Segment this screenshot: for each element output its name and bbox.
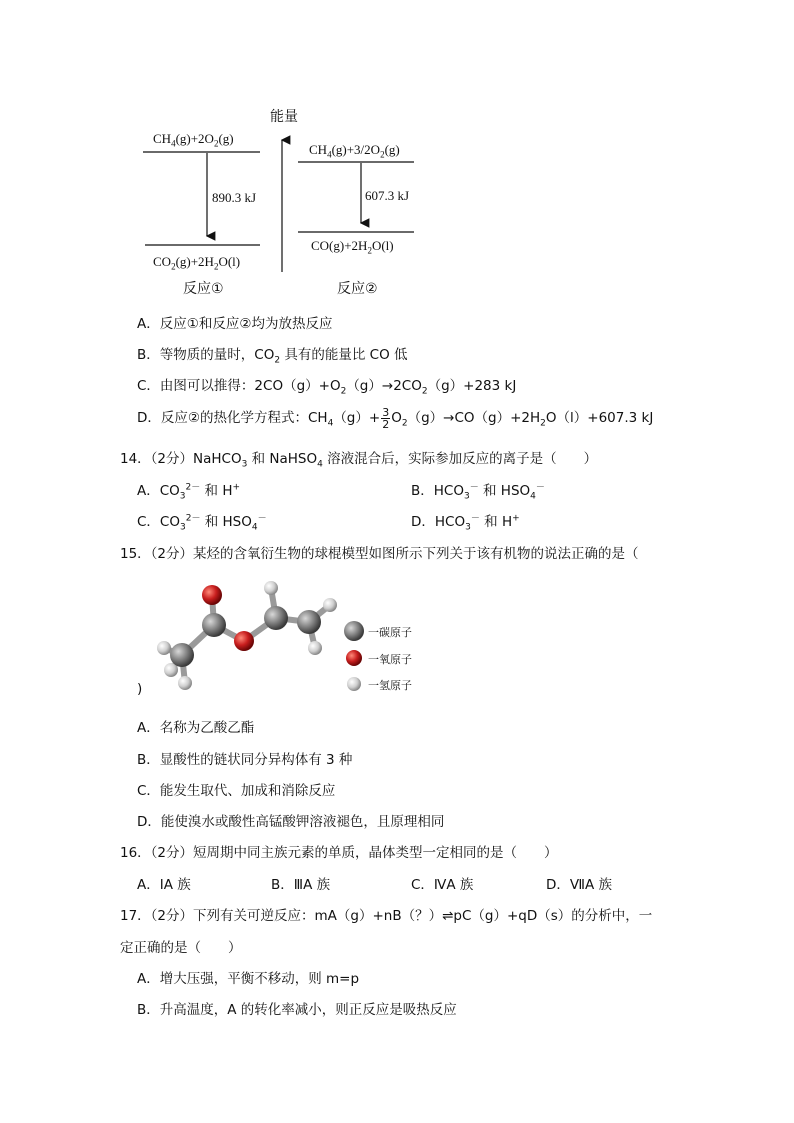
q17-stem-line1: 17．（2分）下列有关可逆反应：mA（g）+nB（？）⇌pC（g）+qD（s）的分析中，一 — [120, 908, 653, 924]
r1-name: 反应① — [183, 281, 224, 297]
q14-option-c: C．$CO_3^{2-}$ 和 $HSO_4^-$ — [137, 513, 267, 533]
q15-close-paren: ) — [137, 681, 143, 697]
q14-option-d: D．$HCO_3^-$ 和 H+ — [411, 513, 520, 533]
fraction-3-2: $\frac{3}{2}$ — [382, 405, 390, 431]
oxygen-atom — [202, 585, 222, 605]
legend-carbon-label: 一碳原子 — [368, 626, 412, 639]
oxygen-atom — [234, 631, 254, 651]
q15-stem: 15．（2分）某烃的含氧衍生物的球棍模型如图所示下列关于该有机物的说法正确的是（ — [120, 546, 639, 562]
r1-products: $CO_2(g)+2H_2O(l)$ — [153, 254, 241, 272]
legend-carbon-ball — [344, 621, 364, 641]
hydrogen-atom — [308, 641, 322, 655]
q13-option-a: A．反应①和反应②均为放热反应 — [137, 316, 333, 332]
q13-option-c: C．由图可以推得：$2CO(g)+O_2(g)\to 2CO_2(g)+283$ kJ — [137, 378, 517, 397]
r1-reactants: $CH_4(g)+2O_2(g)$ — [153, 131, 234, 149]
legend-hydrogen-label: 一氢原子 — [368, 679, 412, 692]
legend-oxygen-ball — [346, 650, 362, 666]
q16-stem: 16．（2分）短周期中同主族元素的单质，晶体类型一定相同的是（ ） — [120, 845, 558, 861]
q17-option-a: A．增大压强，平衡不移动，则 m=p — [137, 971, 360, 987]
q16-option-d: D．ⅦA 族 — [546, 877, 613, 893]
energy-axis-label: 能量 — [270, 109, 298, 125]
r2-products: $CO(g)+2H_2O(l)$ — [311, 238, 394, 256]
q15-option-a: A．名称为乙酸乙酯 — [137, 720, 255, 736]
q17-option-b: B．升高温度，A 的转化率减小，则正反应是吸热反应 — [137, 1002, 457, 1018]
hydrogen-atom — [264, 581, 278, 595]
q16-option-c: C．ⅣA 族 — [411, 877, 474, 893]
hydrogen-atom — [178, 676, 192, 690]
legend-hydrogen-ball — [347, 677, 361, 691]
q14-option-b: B．$HCO_3^-$ 和 $HSO_4^-$ — [411, 482, 545, 502]
carbon-atom — [170, 643, 194, 667]
q15-option-d: D．能使溴水或酸性高锰酸钾溶液褪色，且原理相同 — [137, 814, 445, 830]
q14-option-a: A．$CO_3^{2-}$ 和 H+ — [137, 482, 241, 502]
hydrogen-atom — [323, 598, 337, 612]
q13-option-b: B．等物质的量时，$CO_2$ 具有的能量比 CO 低 — [137, 347, 408, 366]
r2-reactants: $CH_4(g)+3/2O_2(g)$ — [309, 142, 400, 160]
q15-option-c: C．能发生取代、加成和消除反应 — [137, 783, 336, 799]
r2-name: 反应② — [337, 281, 378, 297]
q16-option-a: A．ⅠA 族 — [137, 877, 191, 893]
q16-option-b: B．ⅢA 族 — [271, 877, 331, 893]
carbon-atom — [297, 610, 321, 634]
q13-option-d: D．反应②的热化学方程式：$CH_4(g)+$ $\frac{3}{2}$ $O_2(g)\to CO(g)+2H_2O(l)+607.3$ kJ — [137, 405, 654, 431]
carbon-atom — [264, 606, 288, 630]
q17-stem-line2: 定正确的是（ ） — [120, 940, 242, 956]
carbon-atom — [202, 613, 226, 637]
r1-energy-label: 890.3 kJ — [212, 190, 257, 205]
q15-option-b: B．显酸性的链状同分异构体有 3 种 — [137, 752, 353, 768]
legend-oxygen-label: 一氧原子 — [368, 653, 412, 666]
r2-energy-label: 607.3 kJ — [365, 188, 410, 203]
q14-stem: 14．（2分）NaHCO$_3$ 和 NaHSO$_4$ 溶液混合后，实际参加反应的离子是（ ） — [120, 451, 598, 470]
hydrogen-atom — [157, 641, 171, 655]
